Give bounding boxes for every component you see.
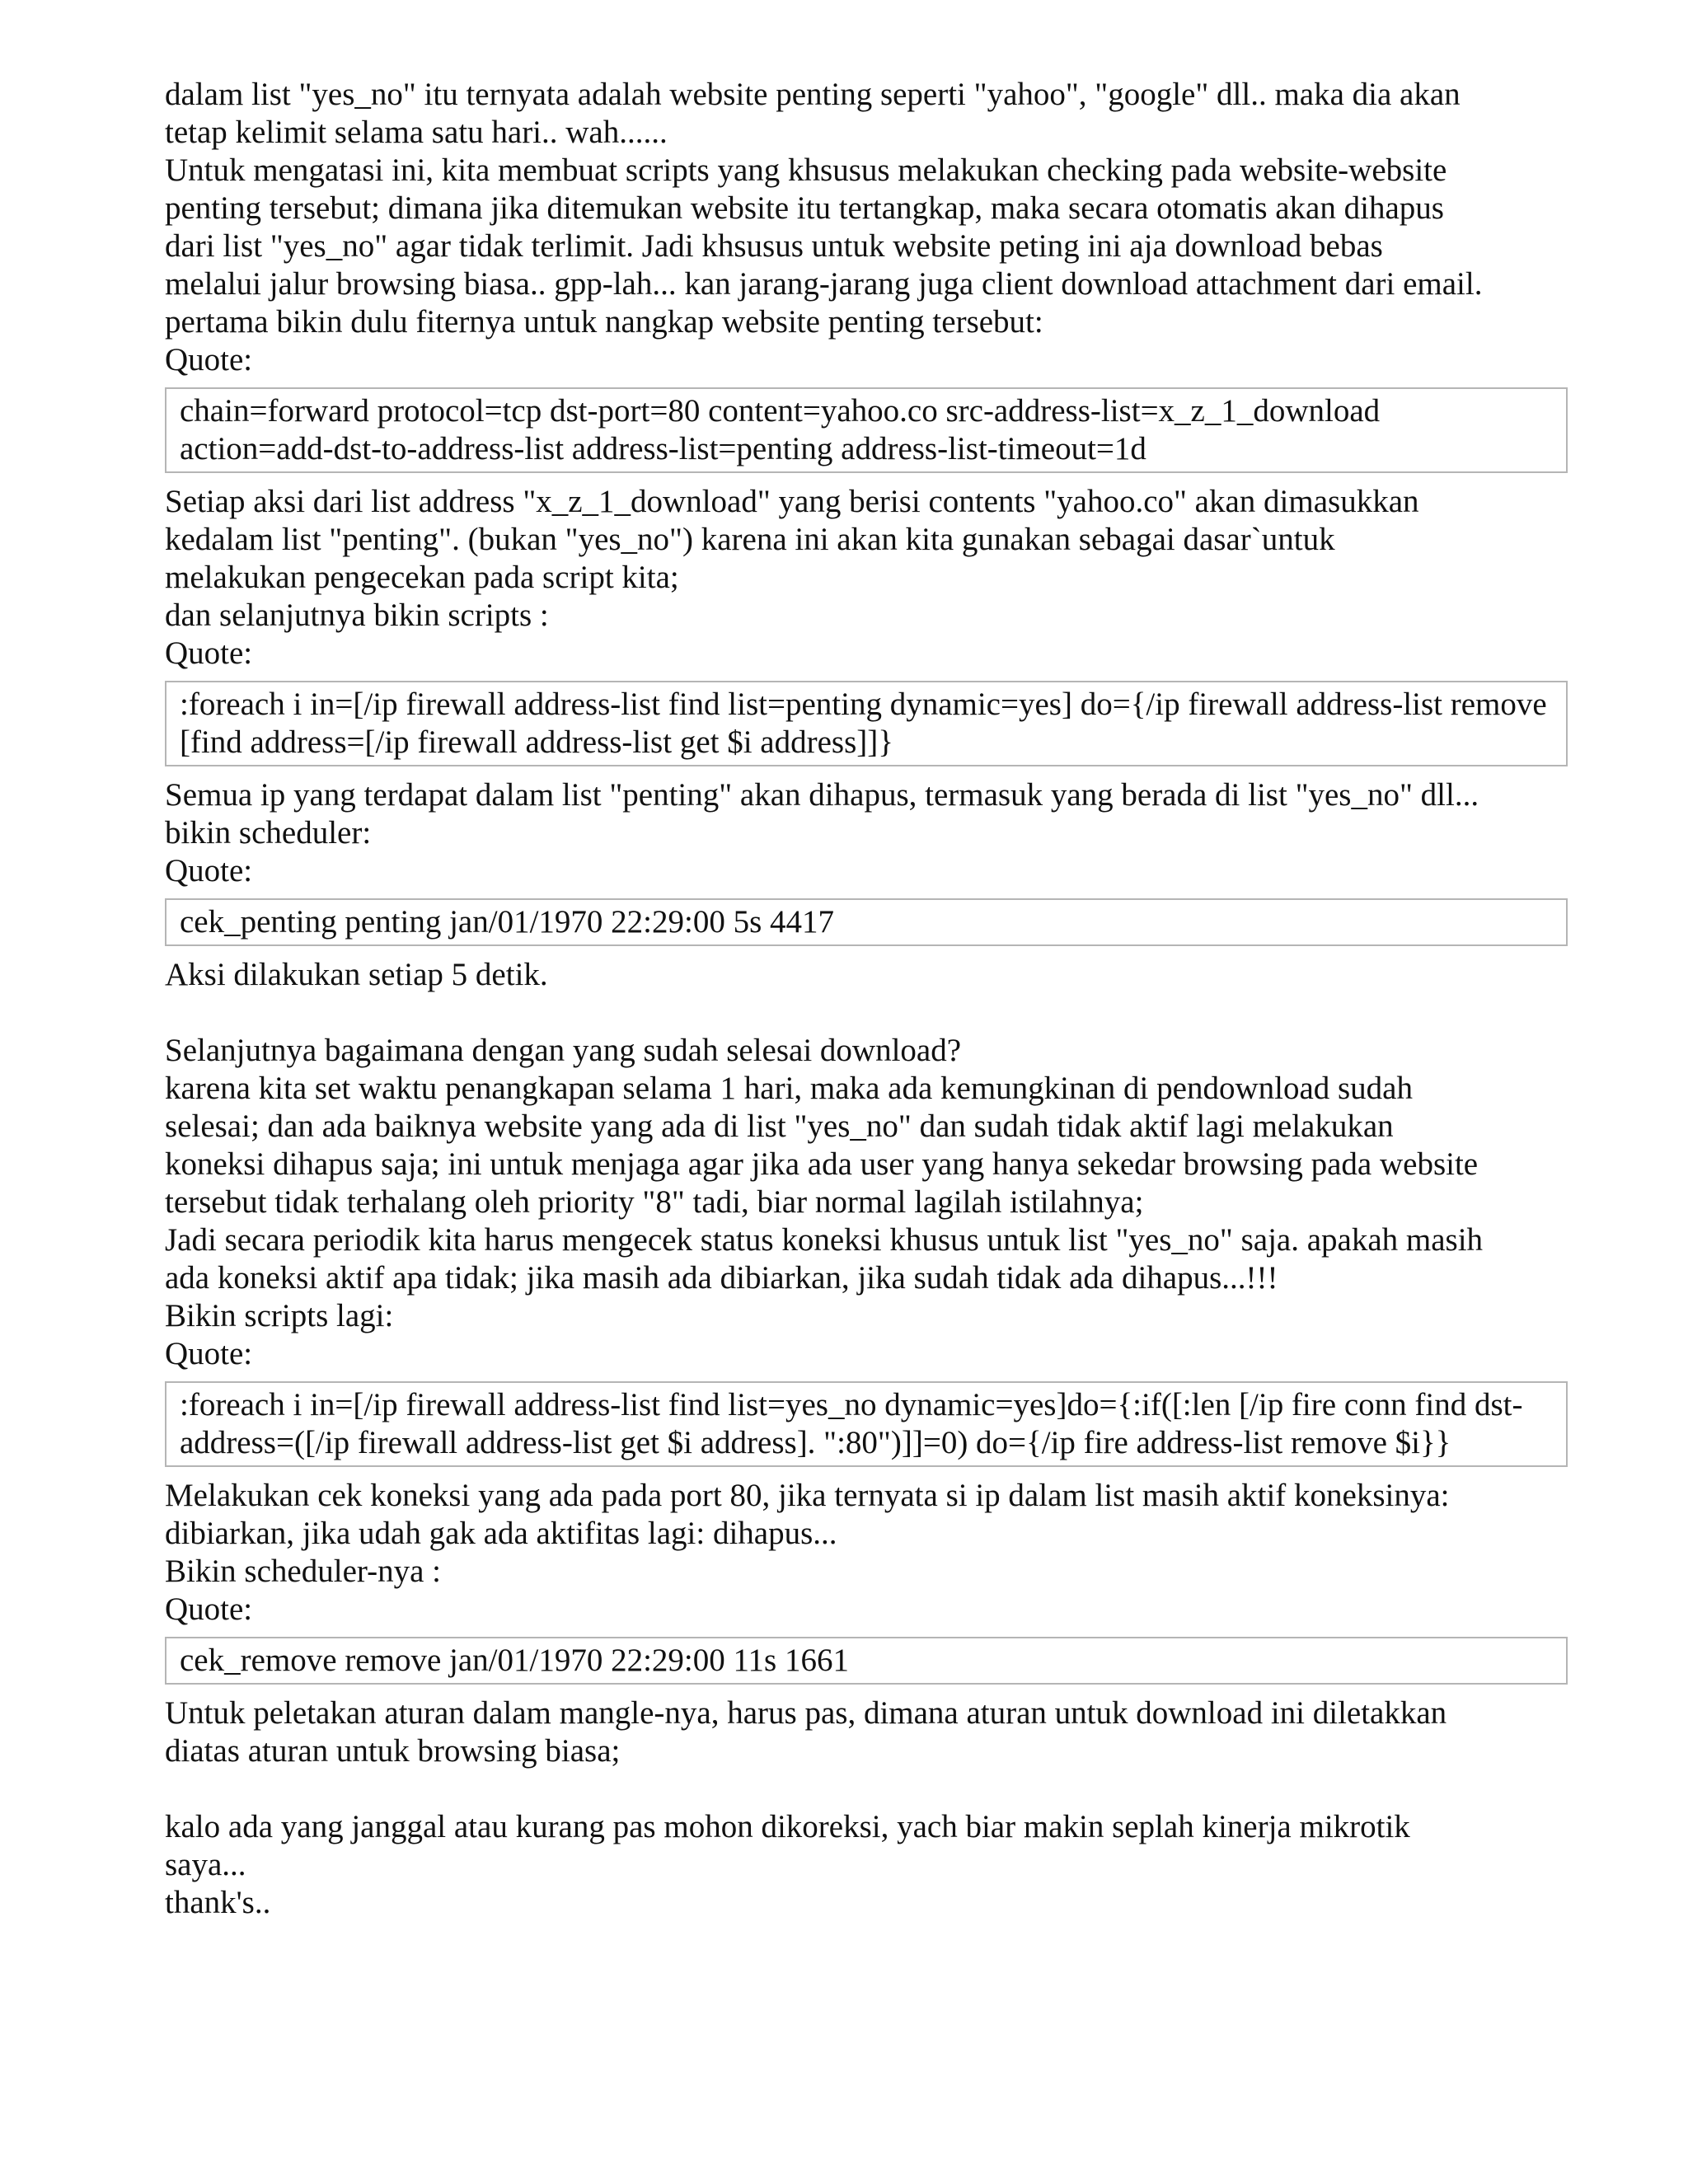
text-line: Semua ip yang terdapat dalam list "penting" akan dihapus, termasuk yang berada di list "yes_no" dll... [165, 777, 1479, 813]
text-line: dibiarkan, jika udah gak ada aktifitas lagi: dihapus... [165, 1516, 837, 1551]
code-line: chain=forward protocol=tcp dst-port=80 content=yahoo.co src-address-list=x_z_1_download [180, 393, 1381, 429]
quote-box-scheduler-penting [165, 898, 1568, 946]
text-line: Melakukan cek koneksi yang ada pada port 80, jika ternyata si ip dalam list masih aktif koneksinya: [165, 1478, 1450, 1513]
text-line: melakukan pengecekan pada script kita; [165, 560, 679, 595]
quote-box-script-penting [165, 681, 1568, 766]
text-line: dalam list "yes_no" itu ternyata adalah website penting seperti "yahoo", "google" dll.. maka dia akan [165, 77, 1461, 112]
text-line: Untuk mengatasi ini, kita membuat scripts yang khsusus melakukan checking pada website-website [165, 152, 1447, 188]
text-line: ada koneksi aktif apa tidak; jika masih ada dibiarkan, jika sudah tidak ada dihapus...!!! [165, 1260, 1278, 1296]
quote-box-mangle-rule [165, 387, 1568, 473]
code-line: :foreach i in=[/ip firewall address-list find list=penting dynamic=yes] do={/ip firewall address-list remove [180, 687, 1547, 722]
paragraph-selesai-download [165, 956, 1582, 1373]
text-line: selesai; dan ada baiknya website yang ada di list "yes_no" dan sudah tidak aktif lagi melakukan [165, 1108, 1394, 1144]
code-line: [find address=[/ip firewall address-list get $i address]]} [180, 724, 893, 760]
quote-label: Quote: [165, 853, 253, 888]
text-line: Bikin scheduler-nya : [165, 1554, 441, 1589]
text-line: saya... [165, 1847, 246, 1882]
text-line: tetap kelimit selama satu hari.. wah...... [165, 115, 668, 150]
quote-label: Quote: [165, 1591, 253, 1627]
text-line: tersebut tidak terhalang oleh priority "8" tadi, biar normal lagilah istilahnya; [165, 1184, 1144, 1220]
signoff-text: thank's.. [165, 1885, 271, 1920]
text-line: Setiap aksi dari list address "x_z_1_download" yang berisi contents "yahoo.co" akan dimasukkan [165, 484, 1419, 519]
paragraph-cek-koneksi [165, 1477, 1582, 1629]
text-line: diatas aturan untuk browsing biasa; [165, 1733, 621, 1769]
blank-line [165, 994, 1582, 1032]
paragraph-closing [165, 1694, 1582, 1922]
text-line: kalo ada yang janggal atau kurang pas mohon dikoreksi, yach biar makin seplah kinerja mikrotik [165, 1809, 1410, 1844]
blank-line [165, 1770, 1582, 1808]
code-line: cek_penting penting jan/01/1970 22:29:00 5s 4417 [180, 904, 834, 940]
quote-label: Quote: [165, 635, 253, 671]
paragraph-scheduler-penting [165, 776, 1582, 890]
forum-post-body [165, 76, 1582, 1922]
quote-label: Quote: [165, 1336, 253, 1371]
text-line: kedalam list "penting". (bukan "yes_no") karena ini akan kita gunakan sebagai dasar`untuk [165, 522, 1335, 557]
text-line: bikin scheduler: [165, 815, 372, 851]
text-line: Untuk peletakan aturan dalam mangle-nya, harus pas, dimana aturan untuk download ini diletakkan [165, 1695, 1447, 1731]
quote-box-scheduler-remove [165, 1637, 1568, 1685]
code-line: address=([/ip firewall address-list get $i address]. ":80")]]=0) do={/ip fire address-list remove $i}} [180, 1425, 1451, 1460]
text-line: Selanjutnya bagaimana dengan yang sudah selesai download? [165, 1033, 962, 1068]
text-line: melalui jalur browsing biasa.. gpp-lah... kan jarang-jarang juga client download attachment dari email. [165, 266, 1483, 302]
text-line: Jadi secara periodik kita harus mengecek status koneksi khusus untuk list "yes_no" saja. apakah masih [165, 1222, 1484, 1258]
quote-label: Quote: [165, 342, 253, 377]
text-line: koneksi dihapus saja; ini untuk menjaga agar jika ada user yang hanya sekedar browsing pada website [165, 1146, 1479, 1182]
text-line: karena kita set waktu penangkapan selama 1 hari, maka ada kemungkinan di pendownload sudah [165, 1071, 1413, 1106]
code-line: action=add-dst-to-address-list address-list=penting address-list-timeout=1d [180, 431, 1146, 466]
text-line: Aksi dilakukan setiap 5 detik. [165, 957, 548, 992]
paragraph-penting-list [165, 483, 1582, 673]
code-line: cek_remove remove jan/01/1970 22:29:00 11s 1661 [180, 1643, 849, 1678]
text-line: Bikin scripts lagi: [165, 1298, 394, 1333]
text-line: dan selanjutnya bikin scripts : [165, 598, 549, 633]
text-line: dari list "yes_no" agar tidak terlimit. Jadi khsusus untuk website peting ini aja download bebas [165, 228, 1383, 264]
text-line: pertama bikin dulu fiternya untuk nangkap website penting tersebut: [165, 304, 1043, 340]
quote-box-script-remove [165, 1381, 1568, 1467]
text-line: penting tersebut; dimana jika ditemukan website itu tertangkap, maka secara otomatis akan dihapus [165, 190, 1444, 226]
code-line: :foreach i in=[/ip firewall address-list find list=yes_no dynamic=yes]do={:if([:len [/ip fire conn find dst- [180, 1387, 1523, 1422]
paragraph-intro [165, 76, 1582, 379]
